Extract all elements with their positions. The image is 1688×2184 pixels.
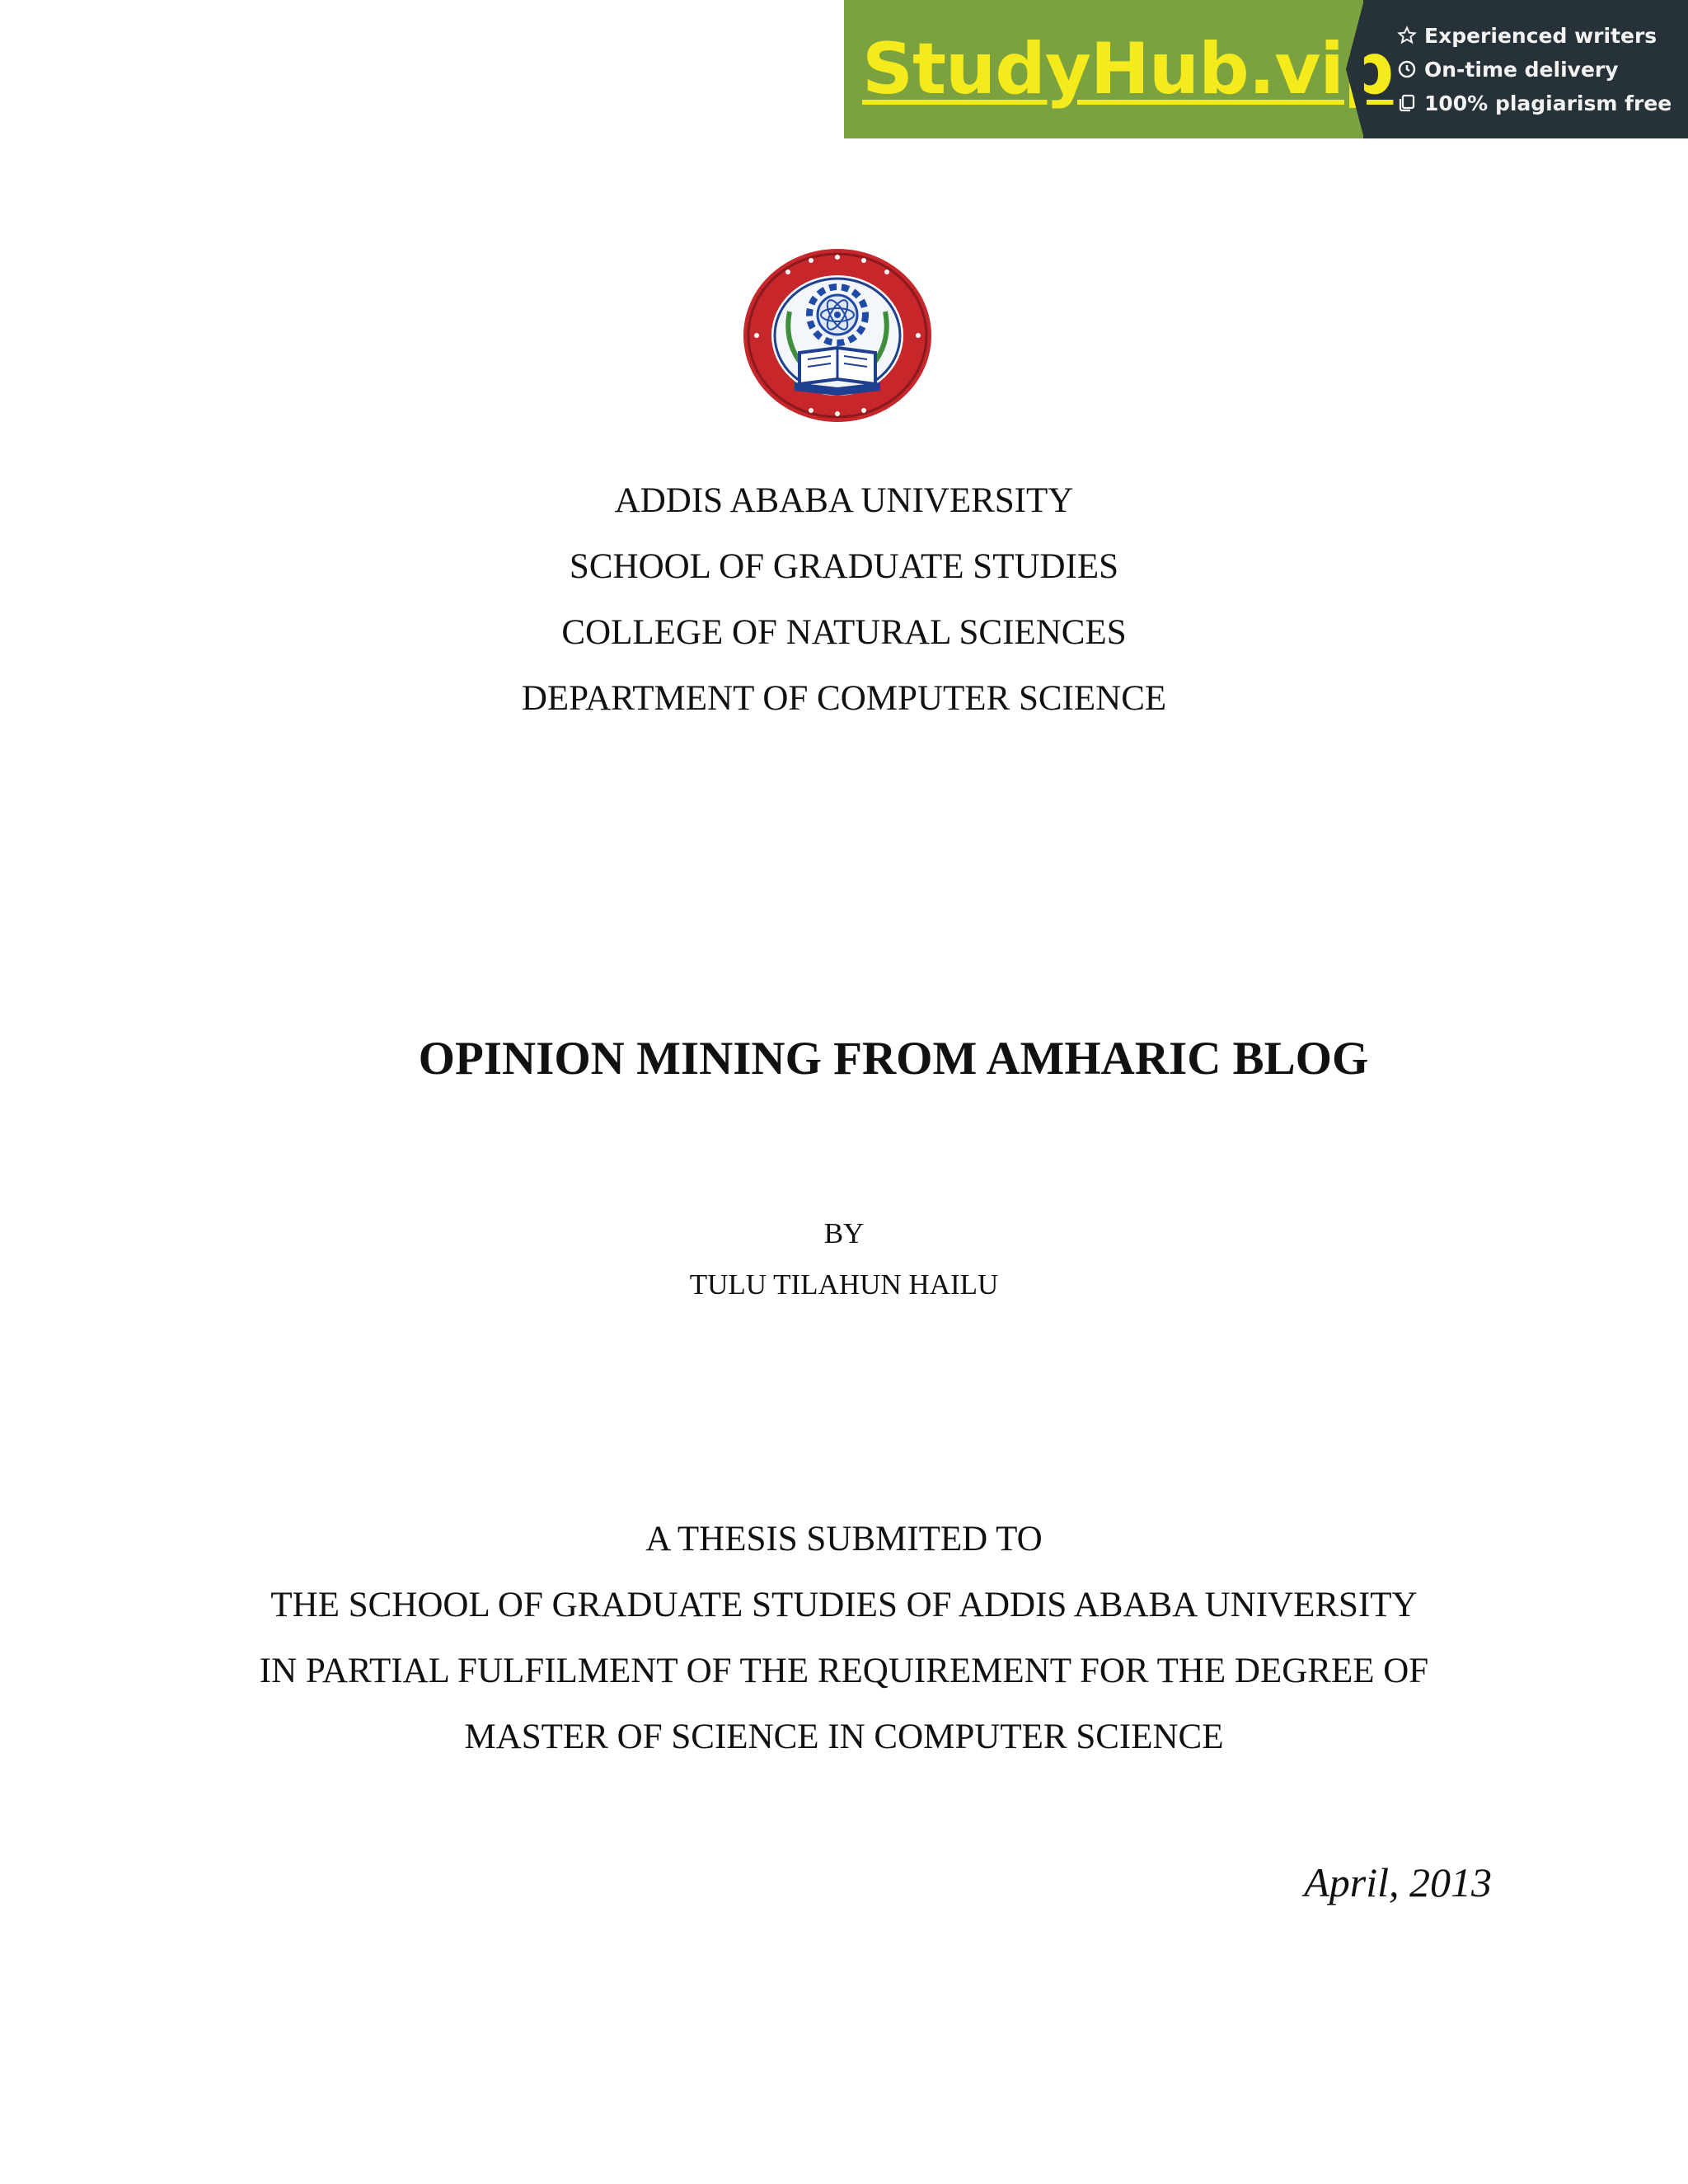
brand-logo-text[interactable]: StudyHub.vip <box>862 28 1394 110</box>
thesis-line-1: A THESIS SUBMITED TO <box>645 1520 1043 1558</box>
university-seal-icon <box>740 246 935 425</box>
header-college: COLLEGE OF NATURAL SCIENCES <box>561 613 1127 652</box>
star-icon <box>1396 25 1418 46</box>
header-university: ADDIS ABABA UNIVERSITY <box>614 481 1074 520</box>
thesis-title: OPINION MINING FROM AMHARIC BLOG <box>418 1033 1369 1085</box>
thesis-line-2: THE SCHOOL OF GRADUATE STUDIES OF ADDIS ABABA UNIVERSITY <box>270 1586 1418 1624</box>
banner-features <box>1363 0 1688 138</box>
feature-label: 100% plagiarism free <box>1424 91 1672 115</box>
feature-experienced-writers <box>1396 19 1688 53</box>
author-name: TULU TILAHUN HAILU <box>689 1268 999 1301</box>
feature-label: Experienced writers <box>1424 23 1658 48</box>
copy-icon <box>1396 92 1418 114</box>
clock-icon <box>1396 59 1418 80</box>
feature-label: On-time delivery <box>1424 57 1619 82</box>
thesis-line-3: IN PARTIAL FULFILMENT OF THE REQUIREMENT FOR THE DEGREE OF <box>259 1652 1429 1690</box>
banner-brand-area[interactable] <box>844 0 1394 138</box>
author-by: BY <box>823 1217 865 1249</box>
feature-on-time-delivery <box>1396 53 1688 87</box>
header-school: SCHOOL OF GRADUATE STUDIES <box>569 547 1119 586</box>
studyhub-banner[interactable] <box>844 0 1688 138</box>
submission-date: April, 2013 <box>1304 1859 1492 1905</box>
feature-plagiarism-free <box>1396 87 1688 120</box>
header-department: DEPARTMENT OF COMPUTER SCIENCE <box>521 679 1167 718</box>
thesis-line-4: MASTER OF SCIENCE IN COMPUTER SCIENCE <box>464 1718 1224 1756</box>
